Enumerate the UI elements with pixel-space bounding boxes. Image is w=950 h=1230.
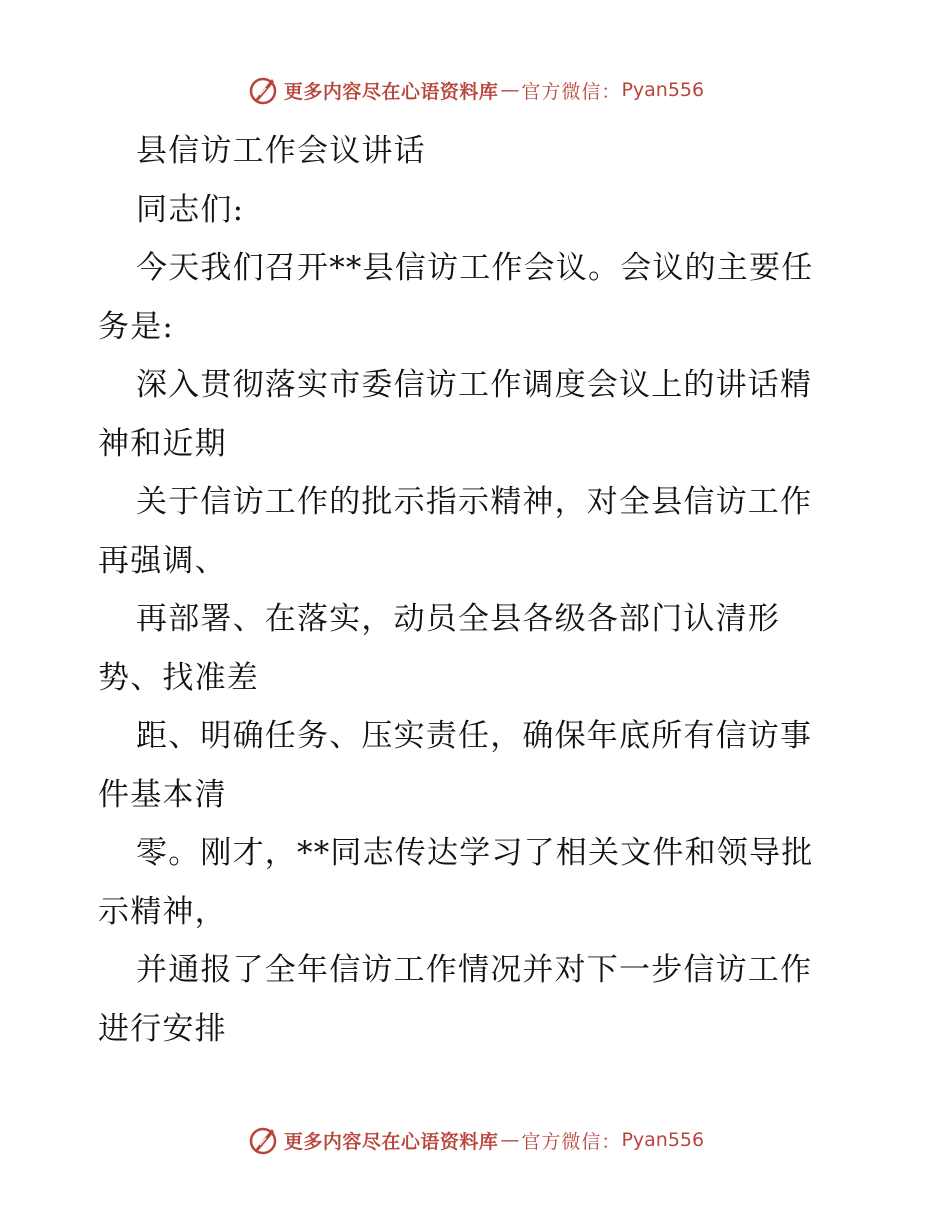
text-line: 务是: [98,308,175,345]
banner-dash: — [500,79,520,101]
banner-wechat-id: Pyan556 [621,79,705,101]
text-line: 今天我们召开**县信访工作会议。会议的主要任 [136,250,814,286]
salutation: 同志们: [136,191,245,228]
banner-main-text: 更多内容尽在心语资料库 [283,1130,499,1153]
document-body [98,122,868,1058]
header-banner [0,70,950,110]
banner-wechat-id: Pyan556 [621,1129,705,1151]
text-line: 再强调、 [98,542,227,579]
text-line: 零。刚才，**同志传达学习了相关文件和领导批 [136,835,814,871]
text-line: 关于信访工作的批示指示精神，对全县信访工作 [136,484,813,520]
text-line: 神和近期 [98,425,227,462]
banner-dash: — [500,1129,520,1151]
banner-wechat-label: 官方微信： [521,80,622,103]
text-line: 势、找准差 [98,659,259,696]
text-line: 并通报了全年信访工作情况并对下一步信访工作 [136,952,813,988]
quill-pen-icon [246,1123,280,1157]
text-line: 再部署、在落实，动员全县各级各部门认清形 [136,601,780,637]
banner-wechat-label: 官方微信： [521,1130,622,1153]
text-line: 示精神， [98,893,227,930]
document-title: 县信访工作会议讲话 [136,133,426,169]
text-line: 距、明确任务、压实责任，确保年底所有信访事 [136,718,813,754]
banner-main-text: 更多内容尽在心语资料库 [283,80,499,103]
text-line: 件基本清 [98,776,227,813]
text-line: 深入贯彻落实市委信访工作调度会议上的讲话精 [136,367,813,403]
text-line: 进行安排 [98,1010,227,1047]
quill-pen-icon [246,73,280,107]
footer-banner [0,1120,950,1160]
